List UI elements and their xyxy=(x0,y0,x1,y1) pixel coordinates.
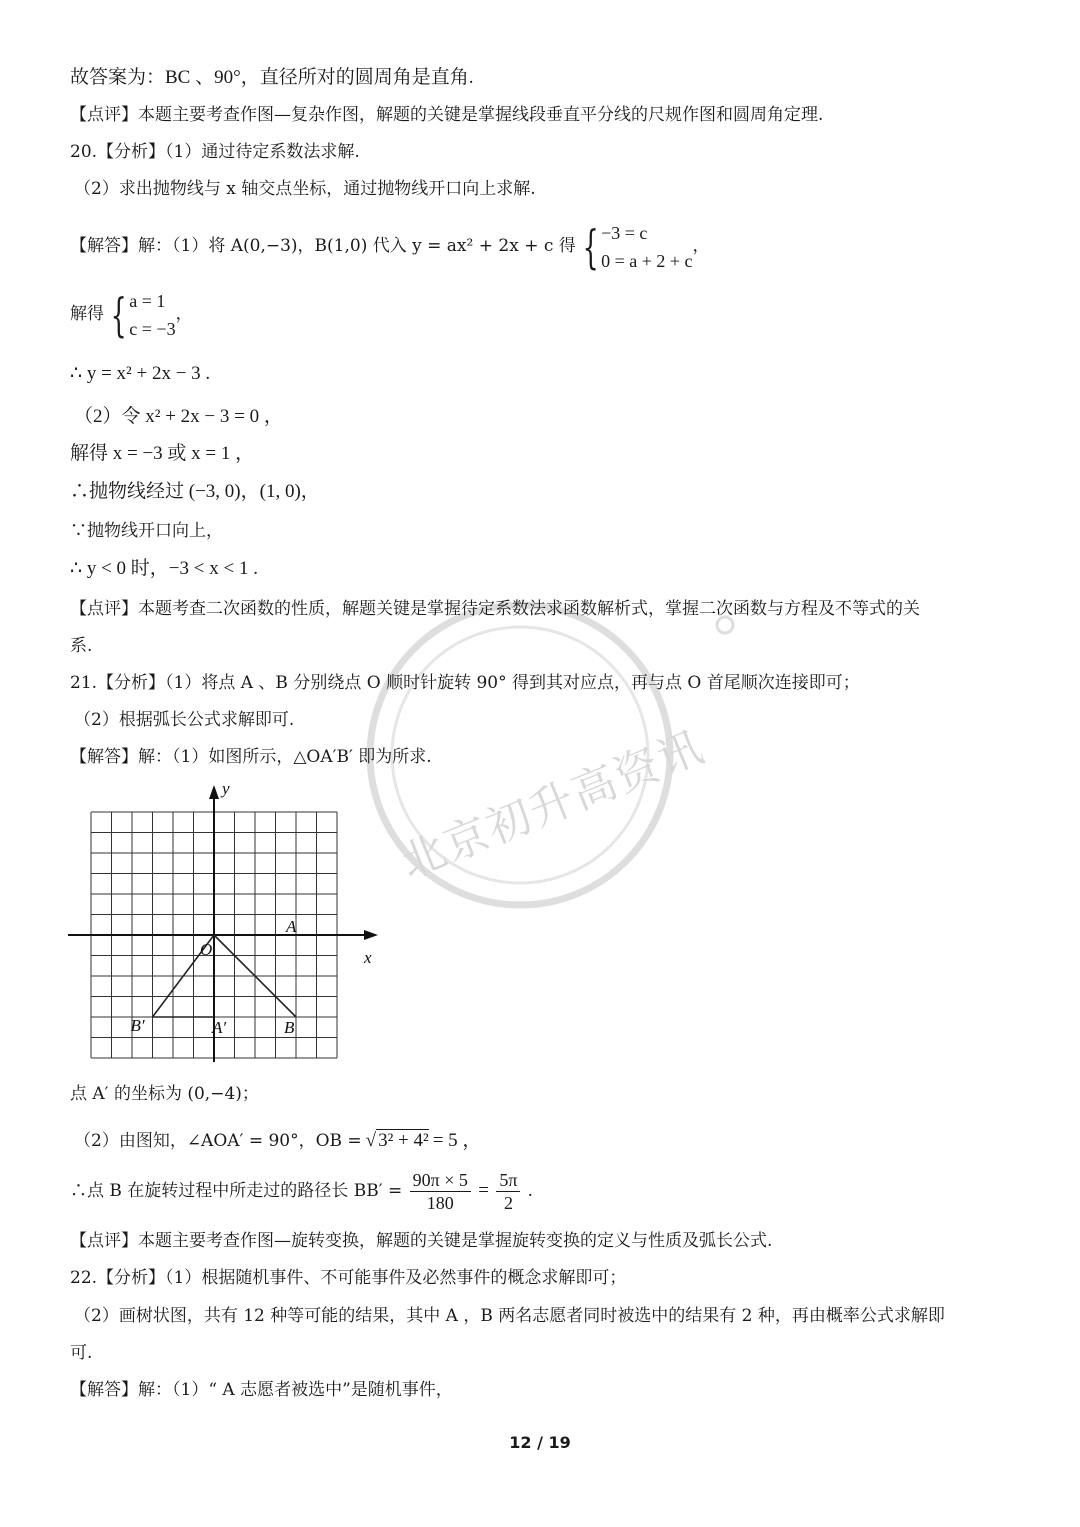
coordinate-grid-figure xyxy=(66,780,386,1070)
point-a-label: A xyxy=(286,917,297,936)
origin-label: O xyxy=(200,940,213,959)
q21-coordinate: 点 A′ 的坐标为 (0,−4)； xyxy=(70,1084,259,1104)
answer-line: 故答案为：BC 、90°，直径所对的圆周角是直角. xyxy=(70,67,474,88)
fraction-1-denominator: 180 xyxy=(426,1193,454,1213)
point-b-prime-label: B′ xyxy=(130,1016,145,1035)
equation-system-2: { a = 1 c = −3 xyxy=(110,287,176,342)
q20-comment-cont: 系. xyxy=(70,636,93,656)
q21-arc-text: ∴点 B 在旋转过程中所走过的路径长 BB′ = xyxy=(70,1181,403,1201)
q20-analysis-2: （2）求出抛物线与 x 轴交点坐标，通过抛物线开口向上求解. xyxy=(74,179,536,199)
q22-analysis-cont: 可. xyxy=(70,1343,93,1363)
fraction-2-numerator: 5π xyxy=(496,1169,520,1192)
q20-points: ∴抛物线经过 (−3, 0)，(1, 0)， xyxy=(70,481,320,502)
q22-analysis: 22.【分析】（1）根据随机事件、不可能事件及必然事件的概念求解即可； xyxy=(70,1268,627,1288)
q20-conclusion: ∴ y < 0 时，−3 < x < 1 . xyxy=(70,558,258,579)
point-a-prime-label: A′ xyxy=(212,1018,227,1037)
q20-function: ∴ y = x² + 2x − 3 . xyxy=(70,363,211,384)
q21-part2-text: （2）由图知，∠AOA′ = 90°，OB = xyxy=(74,1131,362,1151)
q20-opening: ∵抛物线开口向上， xyxy=(70,521,223,541)
q21-arc-length xyxy=(70,1166,533,1216)
equation-system-1: { −3 = c 0 = a + 2 + c xyxy=(582,219,693,274)
q20-solution-1-text: 【解答】解：（1）将 A(0,−3)，B(1,0) 代入 y = ax² + 2x + c 得 xyxy=(70,236,576,256)
q21-analysis: 21.【分析】（1）将点 A 、B 分别绕点 O 顺时针旋转 90° 得到其对应点，再与点 O 首尾顺次连接即可； xyxy=(70,673,860,693)
y-axis-label: y xyxy=(222,780,230,798)
equals-sign: = xyxy=(478,1180,489,1201)
period: . xyxy=(527,1180,533,1201)
system-2-row-1: a = 1 xyxy=(129,290,166,311)
fraction-1-numerator: 90π × 5 xyxy=(410,1169,471,1192)
q21-comment: 【点评】本题主要考查作图—旋转变换，解题的关键是掌握旋转变换的定义与性质及弧长公式. xyxy=(70,1231,773,1251)
y-axis-arrow xyxy=(209,785,219,799)
q20-part2: （2）令 x² + 2x − 3 = 0 ， xyxy=(74,406,283,427)
fraction-1 xyxy=(410,1169,471,1214)
page-number: 12 / 19 xyxy=(509,1433,571,1452)
sqrt-radicand: 3² + 4² xyxy=(378,1130,429,1151)
q22-solution-1: 【解答】解：（1）“ A 志愿者被选中”是随机事件， xyxy=(70,1380,453,1400)
system-2-row-2: c = −3 xyxy=(129,318,176,339)
q20-solution-1 xyxy=(70,218,710,275)
q21-part2-post: = 5 ， xyxy=(432,1130,482,1151)
system-1-post: ， xyxy=(692,236,710,256)
watermark-text: 北京初升高资讯 xyxy=(393,721,712,890)
fraction-2-denominator: 2 xyxy=(503,1193,513,1213)
fraction-2 xyxy=(496,1169,520,1214)
q20-analysis: 20.【分析】（1）通过待定系数法求解. xyxy=(70,142,360,162)
q20-roots: 解得 x = −3 或 x = 1 ， xyxy=(70,443,255,464)
q21-solution-1: 【解答】解：（1）如图所示，△OA′B′ 即为所求. xyxy=(70,747,432,767)
comment-line: 【点评】本题主要考查作图—复杂作图，解题的关键是掌握线段垂直平分线的尺规作图和圆周角定理. xyxy=(70,105,824,125)
x-axis-label: x xyxy=(364,948,372,967)
q22-analysis-2: （2）画树状图，共有 12 种等可能的结果，其中 A ，B 两名志愿者同时被选中的结果有 2 种，再由概率公式求解即 xyxy=(74,1306,945,1326)
solve-label: 解得 xyxy=(70,304,104,324)
q20-solve-result xyxy=(70,286,193,343)
q21-part2: （2）由图知，∠AOA′ = 90°，OB = √ 3² + 4² = 5 ， xyxy=(74,1130,482,1151)
q21-analysis-2: （2）根据弧长公式求解即可. xyxy=(74,710,295,730)
q20-comment: 【点评】本题考查二次函数的性质，解题关键是掌握待定系数法求函数解析式，掌握二次函数与方程及不等式的关 xyxy=(70,599,920,619)
system-1-row-2: 0 = a + 2 + c xyxy=(601,250,693,271)
point-b-label: B xyxy=(284,1018,295,1037)
system-2-post: ， xyxy=(175,304,193,324)
x-axis-arrow xyxy=(364,930,378,940)
system-1-row-1: −3 = c xyxy=(601,222,648,243)
